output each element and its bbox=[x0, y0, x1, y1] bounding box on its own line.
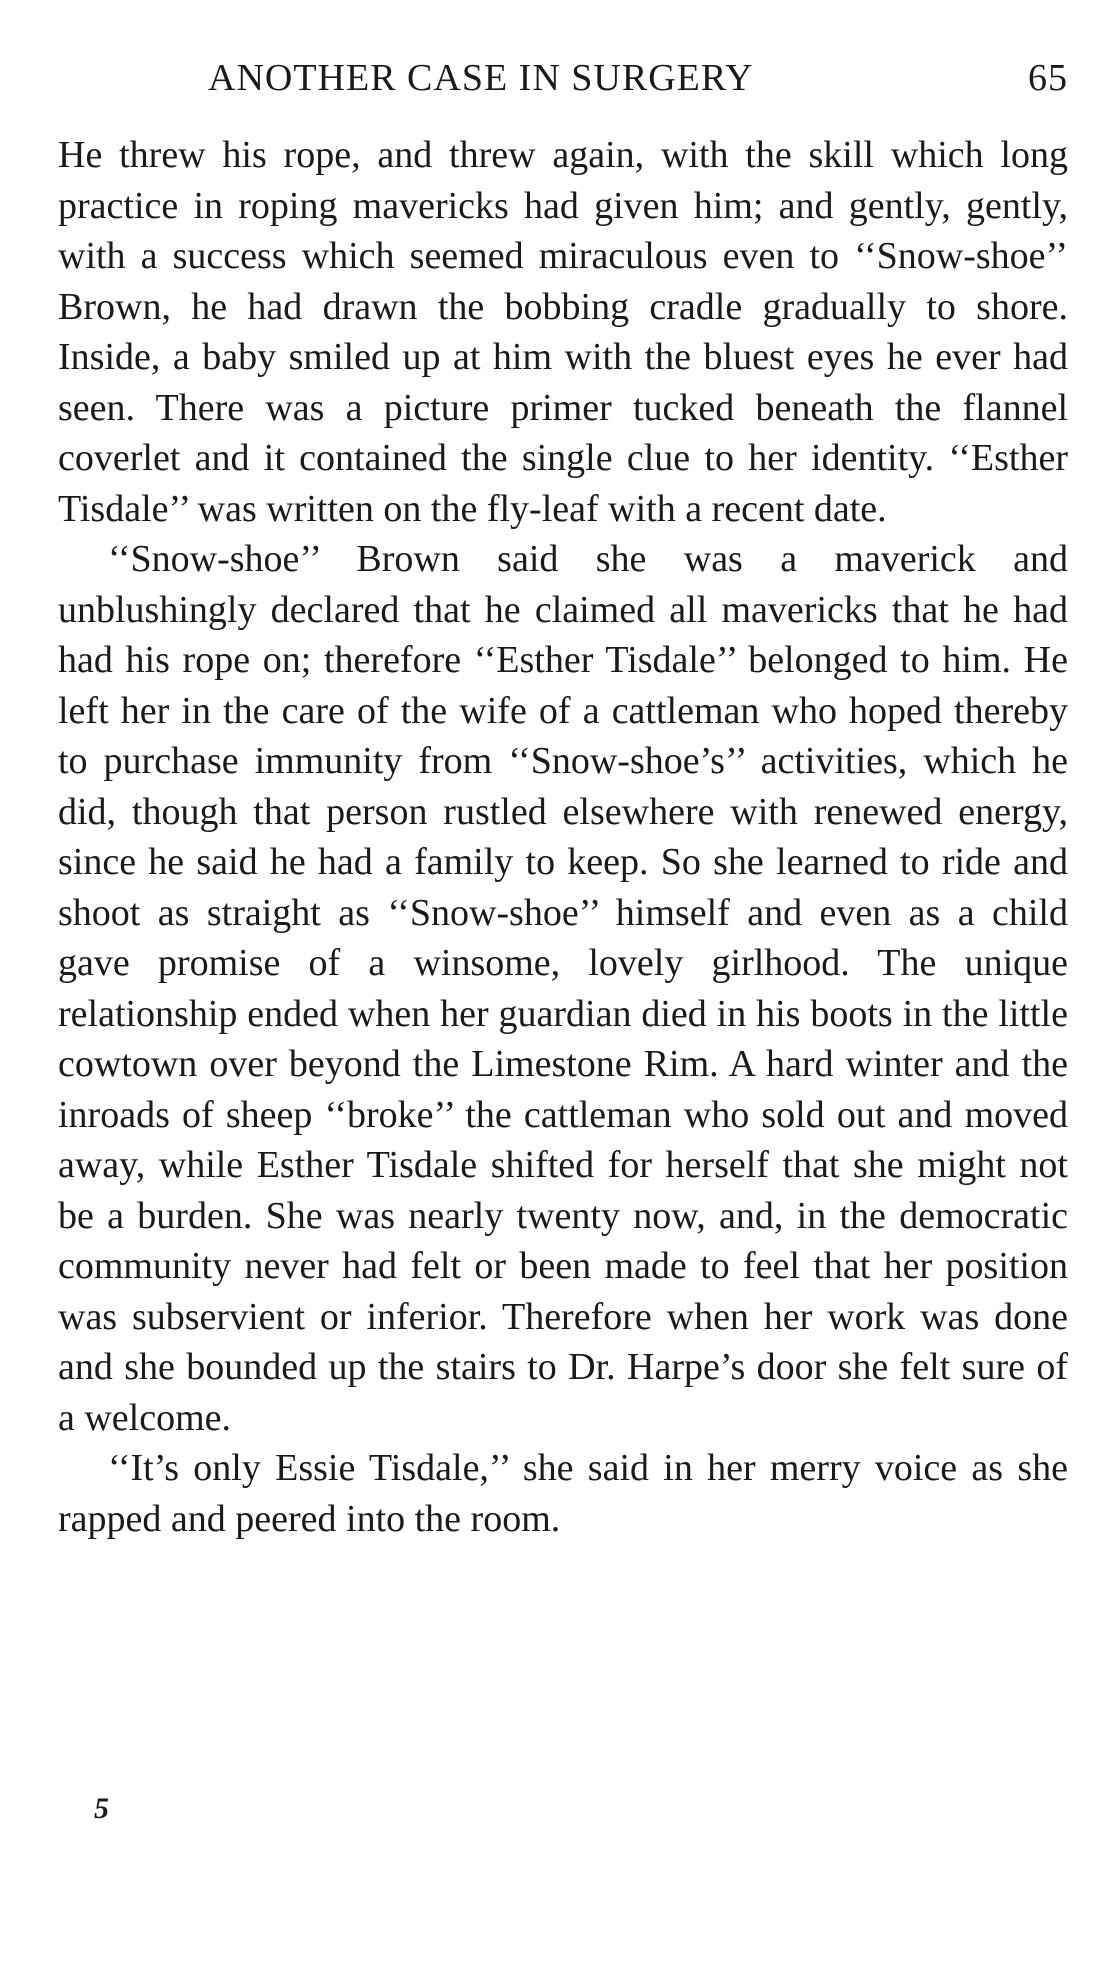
paragraph-3: ‘‘It’s only Essie Tisdale,’’ she said in her merry voice as she rapped and peered into the room. bbox=[58, 1447, 1068, 1540]
paragraph-2: ‘‘Snow-shoe’’ Brown said she was a maverick and unblushingly declared that he claimed all mavericks that he had had his rope on; therefore ‘‘Esther Tisdale’’ belonged to him. He left her in the care of the wife of a cattleman who hoped thereby to purchase immunity from ‘‘Snow-shoe’s’’ activities, which he did, though that person rustled elsewhere with renewed energy, since he said he had a family to keep. So she learned to ride and shoot as straight as ‘‘Snow-shoe’’ himself and even as a child gave promise of a winsome, lovely girlhood. The unique relationship ended when her guardian died in his boots in the little cowtown over beyond the Limestone Rim. A hard winter and the inroads of sheep ‘‘broke’’ the cattleman who sold out and moved away, while Esther Tisdale shifted for herself that she might not be a burden. She was nearly twenty now, and, in the democratic community never had felt or been made to feel that her position was subservient or inferior. Therefore when her work was done and she bounded up the stairs to Dr. Harpe’s door she felt sure of a welcome. bbox=[58, 538, 1068, 1439]
paragraph-1: He threw his rope, and threw again, with the skill which long practice in roping mavericks had given him; and gently, gently, with a success which seemed miraculous even to ‘‘Snow-shoe’’ Brown, he had drawn the bobbing cradle gradually to shore. Inside, a baby smiled up at him with the bluest eyes he ever had seen. There was a picture primer tucked beneath the flannel coverlet and it contained the single clue to her identity. ‘‘Esther Tisdale’’ was written on the fly-leaf with a recent date. bbox=[58, 134, 1068, 530]
body-text bbox=[58, 130, 1068, 1544]
signature-mark: 5 bbox=[94, 1792, 109, 1825]
running-title: ANOTHER CASE IN SURGERY bbox=[208, 57, 754, 99]
page-number: 65 bbox=[1028, 57, 1068, 99]
running-head bbox=[58, 50, 1068, 110]
book-page bbox=[58, 50, 1068, 1544]
